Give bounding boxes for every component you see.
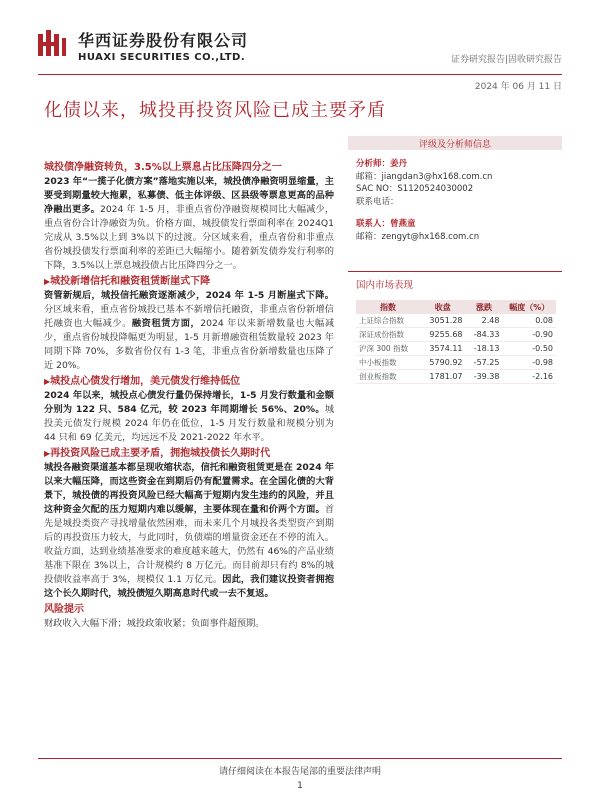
company-name-en: HUAXI SECURITIES CO.,LTD. [78, 52, 246, 63]
market-table [356, 300, 556, 384]
index-change: 2.48 [466, 314, 503, 328]
section [44, 274, 334, 373]
table-row [356, 370, 556, 384]
section [44, 374, 334, 445]
bold-text: 资管新规后，城投信托融资逐渐减少，2024 年 1-5 月断崖式下降。 [44, 290, 334, 301]
analyst-email: 邮箱：jiangdan3@hx168.com.cn [356, 171, 493, 182]
body-text: 2024 年以来新增数量也大幅减少，重点省份城投降幅更为明显，1-5 月新增融资租赁数量较 2023 年同期下降 70%，多数省份仅有 1-3 笔，非重点省份新增数量也压降了近 20%。 [44, 318, 335, 371]
rating-band-label: 评级及分析师信息 [418, 140, 491, 150]
section-heading: ▶城投新增信托和融资租赁断崖式下降 [44, 276, 211, 287]
footer-divider [38, 758, 562, 759]
section-paragraph [44, 289, 334, 373]
bold-text: 因此，我们建议投资者拥抱这个长久期时代，城投债短久期高息时代或一去不复返。 [44, 574, 335, 599]
index-name: 中小板指数 [356, 356, 420, 370]
report-body [44, 160, 334, 631]
section [44, 446, 334, 601]
table-header-row [356, 300, 556, 314]
bold-text: 2024 年以来，城投点心债发行量仍保持增长，1-5 月发行数量和金额分别为 122 只、584 亿元，较 2023 年同期增长 56%、20%。 [44, 390, 334, 415]
column-header: 收盘 [420, 300, 465, 314]
triangle-bullet-icon: ▶ [44, 277, 51, 286]
column-header: 幅度（%） [502, 300, 556, 314]
page-number: 1 [297, 781, 303, 791]
index-name: 创业板指数 [356, 370, 420, 384]
body-text: 2024 年 1-5 月，非重点省份净融资规模同比大幅减少，重点省份合计净融资为负。价格方面，城投债发行票面利率在 2024Q1 完成从 3.5%以上到 3%以下的过渡。分区域来看，重点省份和非重点省份城投债发行票面利率的差距已大幅缩小。随着新发债券发行利率的下降，3.5%以上票息城投债占比压降四分之一。 [44, 204, 335, 271]
index-close: 5790.92 [420, 356, 465, 370]
market-title: 国内市场表现 [356, 280, 414, 291]
body-text: 城投美元债发行规模 2024 年仍在低位，1-5 月发行数量和规模分别为 44 只和 69 亿美元，均远远不及 2021-2022 年水平。 [44, 404, 334, 443]
index-pct: -0.90 [502, 328, 556, 342]
table-row [356, 328, 556, 342]
analyst-info [356, 158, 556, 243]
section-paragraph [44, 461, 334, 601]
table-row [356, 314, 556, 328]
table-row [356, 356, 556, 370]
index-name: 上证综合指数 [356, 314, 420, 328]
body-text: 分区域来看，重点省份城投已基本不新增信托融资，非重点省份新增信托融资也大幅减少。 [44, 304, 334, 329]
header-divider [38, 74, 562, 75]
report-date: 2024 年 06 月 11 日 [474, 82, 562, 92]
contact-email: 邮箱：zengyt@hx168.com.cn [356, 231, 480, 242]
index-pct: -0.98 [502, 356, 556, 370]
table-row [356, 342, 556, 356]
bold-text: 城投各融资渠道基本都呈现收缩状态，信托和融资租赁更是在 2024 年以来大幅压降，而这些资金在到期后仍有配置需求。在全国化债的大背景下，城投债的再投资风险已经大幅高于短期内发生违约的风险，并且这种资金欠配的压力短期内难以缓解，主要体现在量和价两个方面。 [44, 462, 334, 515]
section [44, 160, 334, 273]
analyst-name: 分析师：姜丹 [356, 159, 408, 169]
index-change: -57.25 [466, 356, 503, 370]
index-pct: 0.08 [502, 314, 556, 328]
section-heading: ▶城投点心债发行增加，美元债发行维持低位 [44, 376, 241, 387]
index-pct: -2.16 [502, 370, 556, 384]
risk-text: 财政收入大幅下滑；城投政策收紧；负面事件超预期。 [44, 618, 265, 629]
section-heading: 城投债净融资转负，3.5%以上票息占比压降四分之一 [44, 162, 282, 173]
analyst-sac: SAC NO：S1120524030002 [356, 184, 474, 194]
report-title: 化债以来，城投再投资风险已成主要矛盾 [44, 100, 386, 121]
risk-heading: 风险提示 [44, 604, 84, 615]
index-change: -84.33 [466, 328, 503, 342]
company-logo-icon [38, 30, 68, 56]
index-close: 3574.11 [420, 342, 465, 356]
column-header: 指数 [356, 300, 420, 314]
section-paragraph [44, 389, 334, 445]
index-name: 沪深 300 指数 [356, 342, 420, 356]
bold-text: 融资租赁方面， [131, 318, 201, 329]
triangle-bullet-icon: ▶ [44, 377, 51, 386]
index-pct: -0.50 [502, 342, 556, 356]
market-divider [348, 271, 562, 272]
index-close: 1781.07 [420, 370, 465, 384]
report-type: 证券研究报告|固收研究报告 [450, 55, 562, 65]
index-close: 9255.68 [420, 328, 465, 342]
index-name: 深证成份指数 [356, 328, 420, 342]
index-close: 3051.28 [420, 314, 465, 328]
column-header: 涨跌 [466, 300, 503, 314]
bold-text: 2023 年“一揽子化债方案”落地实施以来，城投债净融资明显缩量，主要受到期量较大拖累，私募债、低主体评级、区县级等票息更高的品种净融出更多。 [44, 176, 334, 215]
company-name-cn: 华西证券股份有限公司 [78, 31, 249, 50]
legal-disclaimer: 请仔细阅读在本报告尾部的重要法律声明 [218, 767, 381, 777]
triangle-bullet-icon: ▶ [44, 449, 51, 458]
section-paragraph [44, 175, 334, 273]
analyst-phone: 联系电话： [356, 196, 399, 207]
index-change: -39.38 [466, 370, 503, 384]
index-change: -18.13 [466, 342, 503, 356]
body-text: 首先是城投类资产寻找增量依然困难，而未来几个月城投各类型资产到期后的再投资压力较大，与此同时，负债端的增量资金还在不停的流入。收益方面，达到业绩基准要求的难度越来越大，仍然有 46%的产品业绩基准下限在 3%以上，合计规模约 8 万亿元。而目前却只有约 8%的城投债收益率高于 3%，规模仅 1.1 万亿元。 [44, 504, 334, 585]
contact-name: 联系人：曾燕童 [356, 219, 416, 229]
section-heading: ▶再投资风险已成主要矛盾，拥抱城投债长久期时代 [44, 448, 271, 459]
